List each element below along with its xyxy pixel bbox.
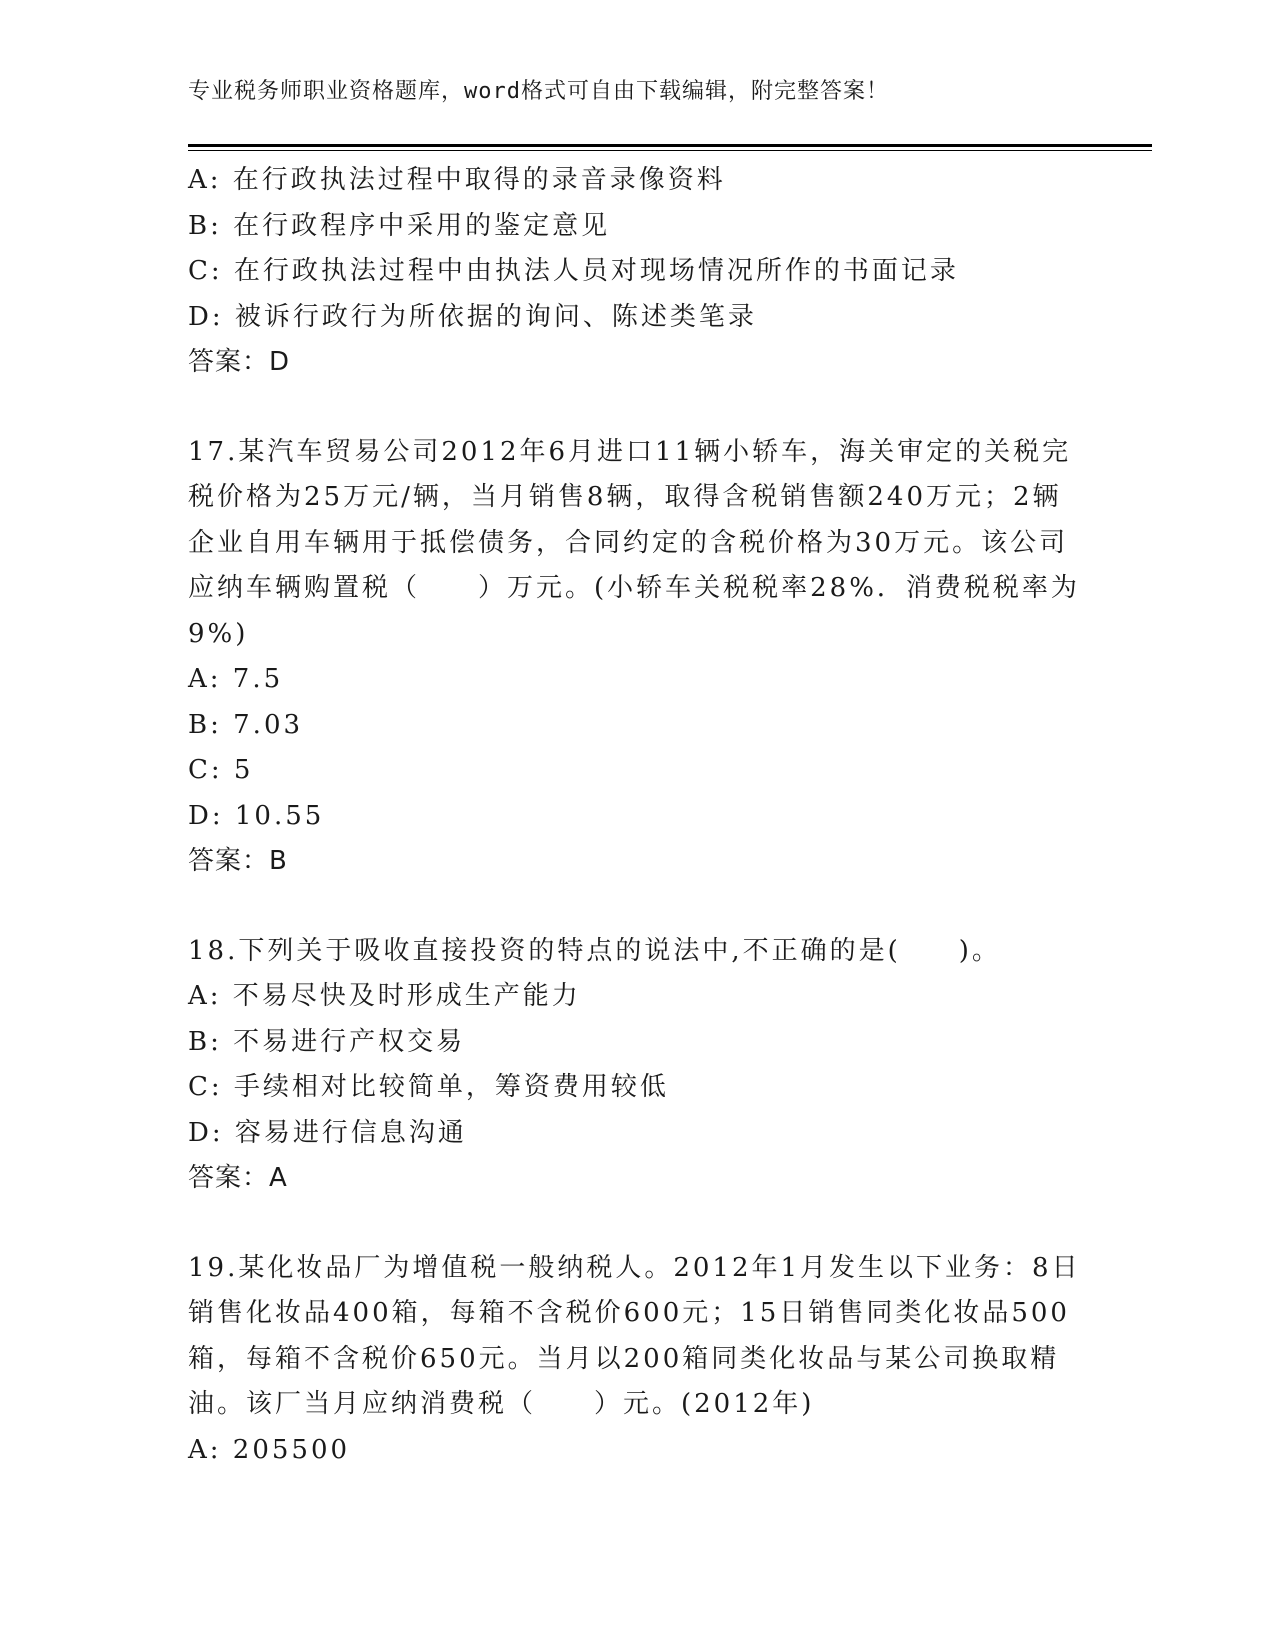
answer-line: 答案：B (188, 846, 288, 876)
question-text-line: 应纳车辆购置税（ ）万元。(小轿车关税税率28%．消费税税率为 (188, 573, 1080, 603)
option-d: D: 容易进行信息沟通 (188, 1117, 467, 1148)
block-gap (188, 885, 1088, 929)
answer-line: 答案：D (188, 347, 291, 377)
option-a: A: 不易尽快及时形成生产能力 (188, 981, 581, 1011)
page-header: 专业税务师职业资格题库，word格式可自由下载编辑，附完整答案！ (188, 79, 889, 104)
block-gap (188, 1202, 1088, 1246)
block-gap (188, 386, 1088, 430)
question-block-17 (188, 430, 1088, 885)
question-text-line: 17.某汽车贸易公司2012年6月进口11辆小轿车，海关审定的关税完 (188, 436, 1072, 467)
header-rule-thin (188, 150, 1152, 151)
question-block-19 (188, 1246, 1088, 1474)
question-text-line: 箱，每箱不含税价650元。当月以200箱同类化妆品与某公司换取精 (188, 1343, 1060, 1374)
option-b: B: 不易进行产权交易 (188, 1026, 466, 1057)
answer-line: 答案：A (188, 1163, 288, 1193)
option-c: C: 手续相对比较简单，筹资费用较低 (188, 1072, 669, 1102)
question-text-line: 9%) (188, 618, 249, 649)
option-c: C: 5 (188, 755, 254, 785)
question-block-16 (188, 158, 1088, 386)
header-rule (188, 144, 1152, 147)
question-text-line: 19.某化妆品厂为增值税一般纳税人。2012年1月发生以下业务：8日 (188, 1252, 1081, 1283)
option-d: D: 10.55 (188, 800, 325, 831)
option-a: A: 7.5 (188, 664, 284, 694)
question-block-18 (188, 929, 1088, 1202)
option-b: B: 7.03 (188, 709, 304, 740)
question-text-line: 18.下列关于吸收直接投资的特点的说法中,不正确的是( )。 (188, 935, 1001, 966)
option-a: A: 在行政执法过程中取得的录音录像资料 (188, 165, 726, 195)
question-text-line: 企业自用车辆用于抵偿债务，合同约定的含税价格为30万元。该公司 (188, 527, 1069, 558)
option-c: C: 在行政执法过程中由执法人员对现场情况所作的书面记录 (188, 256, 959, 286)
question-text-line: 税价格为25万元/辆，当月销售8辆，取得含税销售额240万元；2辆 (188, 482, 1062, 512)
option-a: A: 205500 (188, 1434, 351, 1465)
option-b: B: 在行政程序中采用的鉴定意见 (188, 210, 611, 241)
question-content (188, 158, 1088, 1473)
option-d: D: 被诉行政行为所依据的询问、陈述类笔录 (188, 301, 757, 332)
question-text-line: 油。该厂当月应纳消费税（ ）元。(2012年) (188, 1389, 815, 1419)
question-text-line: 销售化妆品400箱，每箱不含税价600元；15日销售同类化妆品500 (188, 1298, 1070, 1328)
